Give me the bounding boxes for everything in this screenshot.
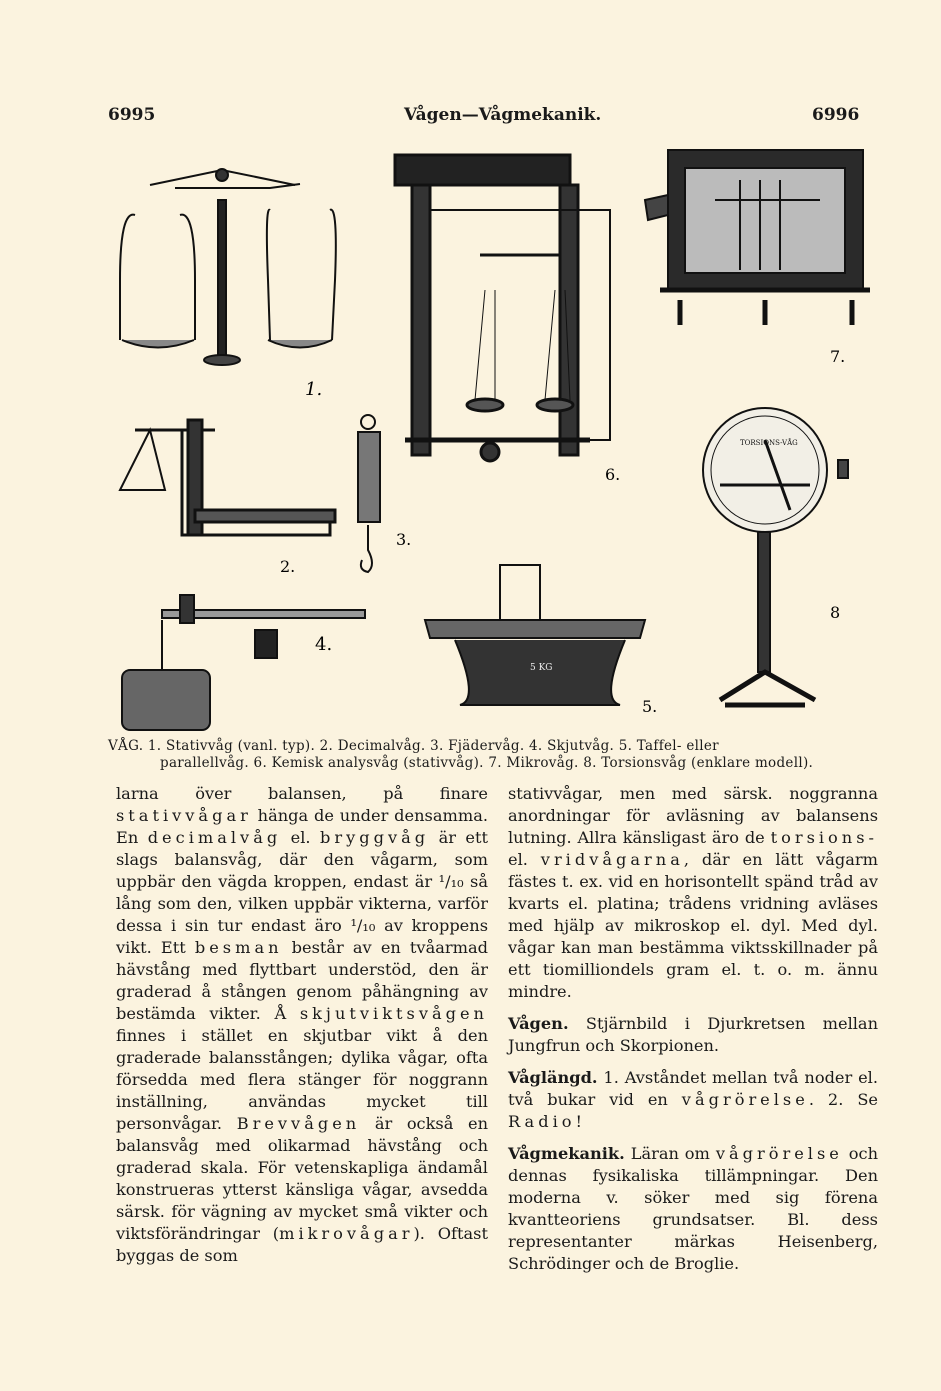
entry-vagen: Vågen. Stjärnbild i Djurkretsen mellan Jungfrun och Skorpionen. (508, 1014, 878, 1055)
weight-label: 5 KG (530, 663, 553, 673)
left-column (116, 783, 488, 1267)
entry-vaglangd: Våglängd. 1. Avståndet mellan två noder el. två bukar vid en vågrörelse. 2. Se Radio! (508, 1068, 878, 1131)
figure-label-3: 3. (396, 530, 412, 549)
mikrovag-figure (645, 150, 870, 325)
skjutvag-figure (122, 595, 365, 730)
figure-label-6: 6. (605, 465, 621, 484)
figure-label-7: 7. (830, 347, 846, 366)
figure-label-8: 8 (830, 603, 841, 622)
scales-illustration (100, 140, 890, 740)
decimalvag-figure (120, 420, 335, 535)
caption-line-1: VÅG. 1. Stativvåg (vanl. typ). 2. Decimalvåg. 3. Fjädervåg. 4. Skjutvåg. 5. Taffel- eller (108, 738, 719, 754)
caption-line-2: parallellvåg. 6. Kemisk analysvåg (stativvåg). 7. Mikrovåg. 8. Torsionsvåg (enklare modell). (160, 755, 814, 771)
stativvag-figure (120, 169, 336, 365)
analysvag-figure (395, 155, 610, 461)
taffelvag-figure (425, 565, 645, 705)
figure-label-4: 4. (315, 634, 333, 655)
entry-vagmekanik: Vågmekanik. Läran om vågrörelse och dennas fysikaliska tillämpningar. Den moderna v. söker med sig förena kvantteoriens grundsatser. Bl. dess representanter märkas Heisenberg, Schrödinger och de Broglie. (508, 1144, 879, 1273)
figure-label-2: 2. (280, 557, 296, 576)
dial-label: TORSIONS-VÅG (740, 439, 798, 447)
figure-label-1: 1. (305, 379, 323, 400)
torsionsvag-figure (703, 408, 848, 705)
right-column (508, 783, 878, 1275)
fjadervag-figure (358, 415, 380, 572)
left-paragraph: larna över balansen, på finare stativvågar hänga de under densamma. En decimalvåg el. bryggvåg är ett slags balansvåg, där den vågarm, som uppbär den vägda kroppen, endast är ¹/₁₀ så lång som den, vilken uppbär vikterna, varför dessa i sin tur endast äro ¹/₁₀ av kroppens vikt. Ett besman består av en tvåarmad hävstång med flyttbart understöd, den är graderad å stången genom påhängning av bestämda vikter. Å skjutviktsvågen finnes i stället en skjutbar vikt å den graderade balansstången; dylika vågar, ofta försedda med flera stänger för noggrann inställning, användas mycket till personvågar. Brevvågen är också en balansvåg med olikarmad hävstång och graderad skala. För vetenskapliga ändamål konstrueras ytterst känsliga vågar, avsedda särsk. för vägning av mycket små vikter och viktsförändringar (mikrovågar). Oftast byggas de som (116, 784, 488, 1265)
left-page-number: 6995 (108, 105, 156, 125)
right-paragraph: stativvågar, men med särsk. noggranna anordningar för avläsning av balansens lutning. Allra känsligast äro de torsions- el. vridvågarna, där en lätt vågarm fästes t. ex. vid en horisontellt spänd tråd av kvarts el. platina; trådens vridning avläses med hjälp av mikroskop el. dyl. Med dyl. vågar kan man bestämma viktsskillnader på ett tiomilliondels gram el. t. o. m. ännu mindre. (508, 784, 878, 1001)
right-page-number: 6996 (812, 105, 860, 125)
page-title: Vågen—Vågmekanik. (404, 105, 602, 125)
figure-label-5: 5. (642, 697, 658, 716)
